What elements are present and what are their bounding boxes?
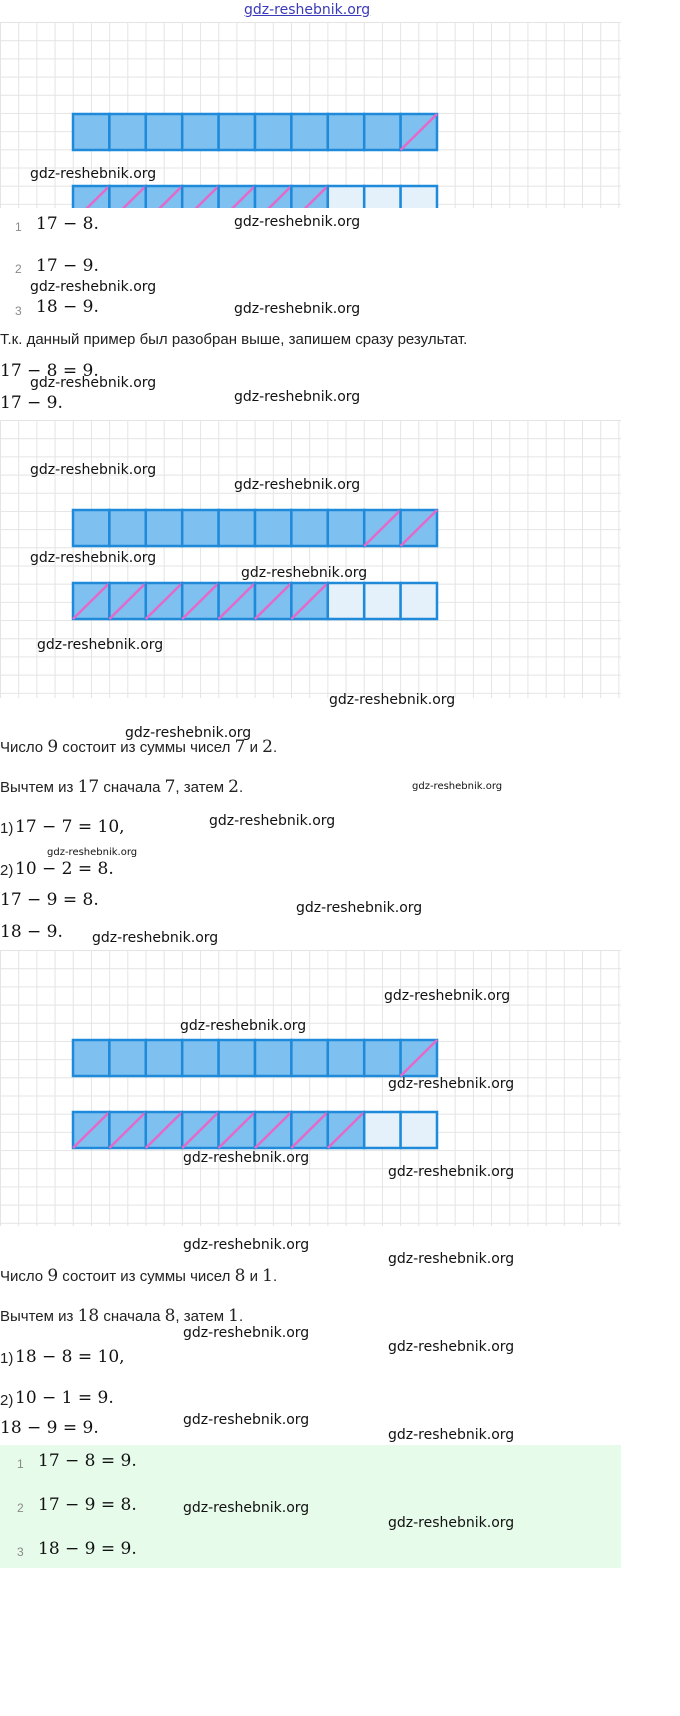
watermark: gdz-reshebnik.org: [384, 988, 511, 1004]
top-bar-cell: [328, 114, 364, 150]
task-number-2: 2: [15, 262, 22, 276]
top-bar-cell: [73, 1040, 109, 1076]
task-number-3: 3: [15, 304, 22, 318]
section3-step1-label: 1): [0, 1350, 14, 1367]
section3-text1: Число 9 состоит из суммы чисел 8 и 1.: [0, 1266, 278, 1286]
top-bar-cell: [255, 114, 291, 150]
watermark: gdz-reshebnik.org: [388, 1076, 515, 1092]
top-bar-cell: [146, 1040, 182, 1076]
top-bar-cell: [291, 1040, 327, 1076]
watermark: gdz-reshebnik.org: [388, 1427, 515, 1443]
watermark: gdz-reshebnik.org: [388, 1339, 515, 1355]
answer-number-3: 3: [17, 1545, 24, 1559]
bottom-bar-cell: [364, 1112, 400, 1148]
watermark: gdz-reshebnik.org: [412, 781, 503, 792]
watermark: gdz-reshebnik.org: [234, 301, 361, 317]
answer-number-2: 2: [17, 1501, 24, 1515]
bottom-bar-cell: [401, 583, 437, 619]
answer-expression-2: 17 − 9 = 8.: [38, 1495, 137, 1515]
top-bar-cell: [328, 1040, 364, 1076]
top-bar-cell: [182, 1040, 218, 1076]
section2-step1-expr: 17 − 7 = 10,: [15, 817, 125, 837]
watermark: gdz-reshebnik.org: [183, 1412, 310, 1428]
section3-title: 18 − 9.: [0, 922, 63, 942]
section2-result: 17 − 9 = 8.: [0, 890, 99, 910]
bottom-bar-cell: [328, 583, 364, 619]
top-bar-cell: [255, 510, 291, 546]
section2-text1: Число 9 состоит из суммы чисел 7 и 2.: [0, 737, 278, 757]
task-expression-2: 17 − 9.: [36, 256, 99, 276]
watermark: gdz-reshebnik.org: [241, 565, 368, 581]
bottom-bar-cell: [364, 186, 400, 208]
top-bar-cell: [73, 114, 109, 150]
top-bar-cell: [73, 510, 109, 546]
top-bar-cell: [182, 510, 218, 546]
section2-step2-expr: 10 − 2 = 8.: [15, 859, 114, 879]
watermark: gdz-reshebnik.org: [329, 692, 456, 708]
watermark: gdz-reshebnik.org: [183, 1500, 310, 1516]
top-bar-cell: [146, 510, 182, 546]
top-bar-cell: [109, 1040, 145, 1076]
top-bar-cell: [328, 510, 364, 546]
section3-step2-expr: 10 − 1 = 9.: [15, 1388, 114, 1408]
answer-number-1: 1: [17, 1457, 24, 1471]
bottom-bar-cell: [401, 1112, 437, 1148]
section2-text2: Вычтем из 17 сначала 7, затем 2.: [0, 777, 244, 797]
watermark: gdz-reshebnik.org: [183, 1150, 310, 1166]
task-number-1: 1: [15, 220, 22, 234]
section3-text2: Вычтем из 18 сначала 8, затем 1.: [0, 1306, 244, 1326]
section2-step2-label: 2): [0, 862, 14, 879]
watermark: gdz-reshebnik.org: [125, 725, 252, 741]
answer-expression-1: 17 − 8 = 9.: [38, 1451, 137, 1471]
task-expression-1: 17 − 8.: [36, 214, 99, 234]
watermark: gdz-reshebnik.org: [37, 637, 164, 653]
section3-result: 18 − 9 = 9.: [0, 1418, 99, 1438]
watermark: gdz-reshebnik.org: [388, 1515, 515, 1531]
top-bar-cell: [291, 114, 327, 150]
top-bar-cell: [364, 1040, 400, 1076]
top-bar-cell: [109, 510, 145, 546]
watermark: gdz-reshebnik.org: [180, 1018, 307, 1034]
section3-step2-label: 2): [0, 1392, 14, 1409]
ten-frame-diagram-3: [0, 950, 621, 1226]
top-bar-cell: [291, 510, 327, 546]
section2-title: 17 − 9.: [0, 393, 63, 413]
watermark: gdz-reshebnik.org: [183, 1325, 310, 1341]
bottom-bar-cell: [401, 186, 437, 208]
watermark: gdz-reshebnik.org: [234, 389, 361, 405]
top-bar-cell: [219, 114, 255, 150]
bottom-bar-cell: [328, 186, 364, 208]
top-bar-cell: [182, 114, 218, 150]
top-bar-cell: [255, 1040, 291, 1076]
top-bar-cell: [146, 114, 182, 150]
watermark: gdz-reshebnik.org: [30, 279, 157, 295]
task-expression-3: 18 − 9.: [36, 297, 99, 317]
section2-step1-label: 1): [0, 820, 14, 837]
watermark: gdz-reshebnik.org: [209, 813, 336, 829]
top-bar-cell: [219, 510, 255, 546]
top-bar-cell: [109, 114, 145, 150]
watermark: gdz-reshebnik.org: [234, 214, 361, 230]
watermark: gdz-reshebnik.org: [30, 375, 157, 391]
watermark: gdz-reshebnik.org: [92, 930, 219, 946]
site-link[interactable]: gdz-reshebnik.org: [244, 2, 371, 18]
answer-block: [0, 1445, 621, 1568]
section3-step1-expr: 18 − 8 = 10,: [15, 1347, 125, 1367]
watermark: gdz-reshebnik.org: [47, 847, 138, 858]
watermark: gdz-reshebnik.org: [30, 462, 157, 478]
top-bar-cell: [364, 114, 400, 150]
watermark: gdz-reshebnik.org: [30, 166, 157, 182]
top-bar-cell: [219, 1040, 255, 1076]
watermark: gdz-reshebnik.org: [296, 900, 423, 916]
section1-result: 17 − 8 = 9.: [0, 361, 99, 381]
section1-note: Т.к. данный пример был разобран выше, запишем сразу результат.: [0, 331, 468, 348]
watermark: gdz-reshebnik.org: [388, 1251, 515, 1267]
bottom-bar-cell: [364, 583, 400, 619]
answer-expression-3: 18 − 9 = 9.: [38, 1539, 137, 1559]
watermark: gdz-reshebnik.org: [30, 550, 157, 566]
watermark: gdz-reshebnik.org: [388, 1164, 515, 1180]
watermark: gdz-reshebnik.org: [234, 477, 361, 493]
watermark: gdz-reshebnik.org: [183, 1237, 310, 1253]
